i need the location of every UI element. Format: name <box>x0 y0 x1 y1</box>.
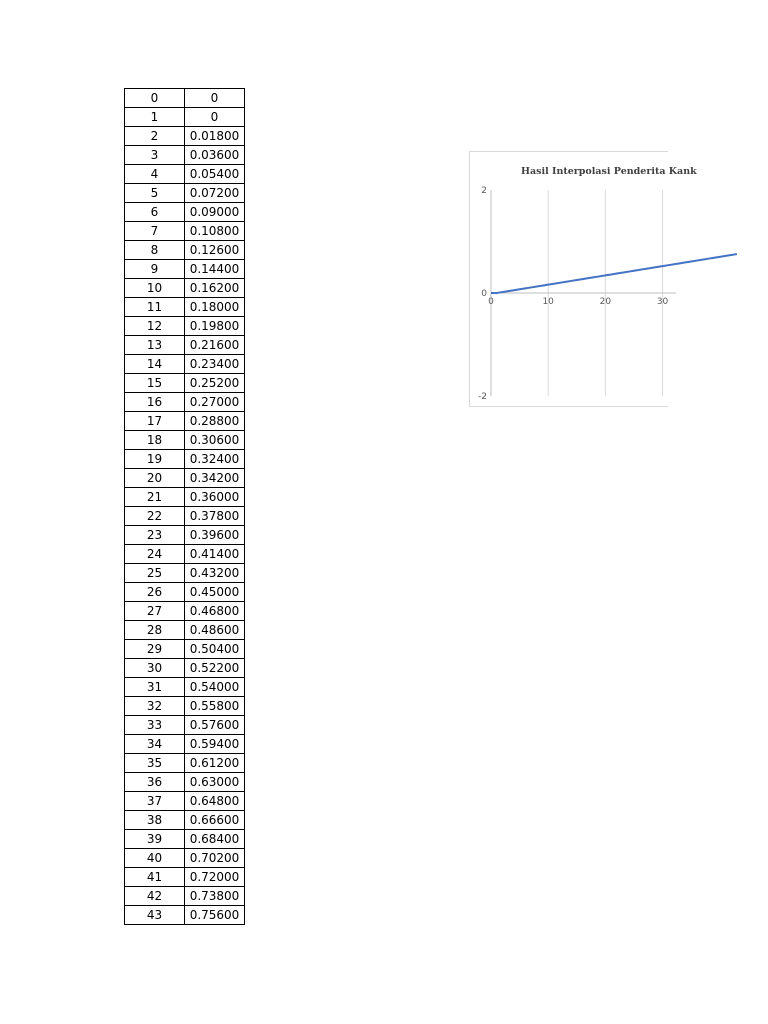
axes <box>491 190 676 396</box>
y-tick-label: 2 <box>481 186 487 196</box>
cell-x[interactable]: 26 <box>125 583 185 602</box>
cell-x[interactable]: 9 <box>125 260 185 279</box>
cell-y[interactable]: 0.52200 <box>185 659 245 678</box>
table-row <box>125 716 245 735</box>
table-row <box>125 165 245 184</box>
cell-y[interactable]: 0.64800 <box>185 792 245 811</box>
cell-y[interactable]: 0.72000 <box>185 868 245 887</box>
table-row <box>125 374 245 393</box>
x-tick-label: 10 <box>542 297 554 307</box>
cell-x[interactable]: 31 <box>125 678 185 697</box>
cell-y[interactable]: 0.23400 <box>185 355 245 374</box>
cell-x[interactable]: 13 <box>125 336 185 355</box>
cell-y[interactable]: 0.34200 <box>185 469 245 488</box>
y-tick-label: -2 <box>478 392 487 402</box>
series-line[interactable] <box>491 254 737 293</box>
table-row <box>125 336 245 355</box>
cell-y[interactable]: 0.68400 <box>185 830 245 849</box>
cell-y[interactable]: 0.18000 <box>185 298 245 317</box>
table-row <box>125 868 245 887</box>
cell-y[interactable]: 0.30600 <box>185 431 245 450</box>
table-row <box>125 697 245 716</box>
table-row <box>125 545 245 564</box>
cell-x[interactable]: 0 <box>125 89 185 108</box>
cell-y[interactable]: 0.46800 <box>185 602 245 621</box>
cell-y[interactable]: 0.36000 <box>185 488 245 507</box>
data-table <box>124 88 245 925</box>
table-row <box>125 355 245 374</box>
cell-x[interactable]: 2 <box>125 127 185 146</box>
cell-y[interactable]: 0.43200 <box>185 564 245 583</box>
cell-x[interactable]: 42 <box>125 887 185 906</box>
cell-y[interactable]: 0.28800 <box>185 412 245 431</box>
cell-x[interactable]: 10 <box>125 279 185 298</box>
table-row <box>125 735 245 754</box>
cell-x[interactable]: 5 <box>125 184 185 203</box>
cell-x[interactable]: 15 <box>125 374 185 393</box>
cell-x[interactable]: 38 <box>125 811 185 830</box>
table-row <box>125 450 245 469</box>
table-row <box>125 412 245 431</box>
table-row <box>125 260 245 279</box>
chart-title: Hasil Interpolasi Penderita Kank <box>521 166 697 177</box>
table-row <box>125 887 245 906</box>
line-chart <box>470 152 697 408</box>
table-row <box>125 678 245 697</box>
cell-y[interactable]: 0.12600 <box>185 241 245 260</box>
table-row <box>125 830 245 849</box>
cell-x[interactable]: 32 <box>125 697 185 716</box>
cell-x[interactable]: 40 <box>125 849 185 868</box>
cell-x[interactable]: 16 <box>125 393 185 412</box>
table-row <box>125 298 245 317</box>
cell-x[interactable]: 14 <box>125 355 185 374</box>
y-tick-label: 0 <box>481 289 487 299</box>
table-row <box>125 222 245 241</box>
x-tick-label: 0 <box>488 297 494 307</box>
table-row <box>125 108 245 127</box>
cell-x[interactable]: 34 <box>125 735 185 754</box>
table-row <box>125 621 245 640</box>
table-row <box>125 773 245 792</box>
table-row <box>125 792 245 811</box>
cell-x[interactable]: 23 <box>125 526 185 545</box>
cell-x[interactable]: 19 <box>125 450 185 469</box>
cell-x[interactable]: 6 <box>125 203 185 222</box>
table-row <box>125 89 245 108</box>
cell-x[interactable]: 36 <box>125 773 185 792</box>
cell-y[interactable]: 0.48600 <box>185 621 245 640</box>
cell-y[interactable]: 0.57600 <box>185 716 245 735</box>
cell-y[interactable]: 0.09000 <box>185 203 245 222</box>
cell-y[interactable]: 0.55800 <box>185 697 245 716</box>
x-tick-label: 30 <box>656 297 669 307</box>
cell-y[interactable]: 0.61200 <box>185 754 245 773</box>
tick-labels <box>478 186 669 402</box>
table-row <box>125 754 245 773</box>
table-row <box>125 146 245 165</box>
cell-x[interactable]: 11 <box>125 298 185 317</box>
cell-y[interactable]: 0.75600 <box>185 906 245 925</box>
cell-y[interactable]: 0.10800 <box>185 222 245 241</box>
cell-x[interactable]: 17 <box>125 412 185 431</box>
cell-x[interactable]: 20 <box>125 469 185 488</box>
table-row <box>125 526 245 545</box>
cell-y[interactable]: 0.59400 <box>185 735 245 754</box>
table-row <box>125 127 245 146</box>
cell-y[interactable]: 0.39600 <box>185 526 245 545</box>
table-row <box>125 602 245 621</box>
table-row <box>125 507 245 526</box>
table-body <box>125 89 245 925</box>
cell-y[interactable]: 0.32400 <box>185 450 245 469</box>
cell-x[interactable]: 35 <box>125 754 185 773</box>
cell-y[interactable]: 0.05400 <box>185 165 245 184</box>
cell-x[interactable]: 12 <box>125 317 185 336</box>
series-layer <box>491 254 737 293</box>
cell-y[interactable]: 0 <box>185 89 245 108</box>
cell-y[interactable]: 0.27000 <box>185 393 245 412</box>
cell-x[interactable]: 41 <box>125 868 185 887</box>
table-row <box>125 317 245 336</box>
cell-y[interactable]: 0.54000 <box>185 678 245 697</box>
cell-x[interactable]: 8 <box>125 241 185 260</box>
cell-y[interactable]: 0.73800 <box>185 887 245 906</box>
cell-x[interactable]: 25 <box>125 564 185 583</box>
cell-y[interactable]: 0.25200 <box>185 374 245 393</box>
table-row <box>125 279 245 298</box>
table-row <box>125 469 245 488</box>
cell-x[interactable]: 7 <box>125 222 185 241</box>
cell-x[interactable]: 33 <box>125 716 185 735</box>
cell-x[interactable]: 21 <box>125 488 185 507</box>
table-row <box>125 583 245 602</box>
cell-x[interactable]: 3 <box>125 146 185 165</box>
cell-x[interactable]: 27 <box>125 602 185 621</box>
cell-x[interactable]: 18 <box>125 431 185 450</box>
cell-x[interactable]: 43 <box>125 906 185 925</box>
cell-y[interactable]: 0.66600 <box>185 811 245 830</box>
cell-x[interactable]: 22 <box>125 507 185 526</box>
cell-y[interactable]: 0 <box>185 108 245 127</box>
table-row <box>125 659 245 678</box>
cell-x[interactable]: 1 <box>125 108 185 127</box>
cell-y[interactable]: 0.14400 <box>185 260 245 279</box>
cell-x[interactable]: 29 <box>125 640 185 659</box>
cell-y[interactable]: 0.07200 <box>185 184 245 203</box>
cell-y[interactable]: 0.63000 <box>185 773 245 792</box>
cell-x[interactable]: 24 <box>125 545 185 564</box>
cell-y[interactable]: 0.21600 <box>185 336 245 355</box>
cell-x[interactable]: 39 <box>125 830 185 849</box>
table-row <box>125 241 245 260</box>
cell-x[interactable]: 28 <box>125 621 185 640</box>
table-row <box>125 488 245 507</box>
table-row <box>125 393 245 412</box>
table-row <box>125 906 245 925</box>
cell-x[interactable]: 30 <box>125 659 185 678</box>
table-row <box>125 203 245 222</box>
cell-y[interactable]: 0.41400 <box>185 545 245 564</box>
cell-y[interactable]: 0.37800 <box>185 507 245 526</box>
cell-y[interactable]: 0.70200 <box>185 849 245 868</box>
table-row <box>125 849 245 868</box>
cell-y[interactable]: 0.45000 <box>185 583 245 602</box>
cell-y[interactable]: 0.16200 <box>185 279 245 298</box>
cell-x[interactable]: 37 <box>125 792 185 811</box>
cell-y[interactable]: 0.19800 <box>185 317 245 336</box>
chart-area[interactable] <box>469 151 697 407</box>
table-row <box>125 640 245 659</box>
cell-y[interactable]: 0.50400 <box>185 640 245 659</box>
cell-y[interactable]: 0.03600 <box>185 146 245 165</box>
cell-x[interactable]: 4 <box>125 165 185 184</box>
table-row <box>125 431 245 450</box>
table-row <box>125 184 245 203</box>
table-row <box>125 564 245 583</box>
x-tick-label: 20 <box>599 297 612 307</box>
table-row <box>125 811 245 830</box>
cell-y[interactable]: 0.01800 <box>185 127 245 146</box>
